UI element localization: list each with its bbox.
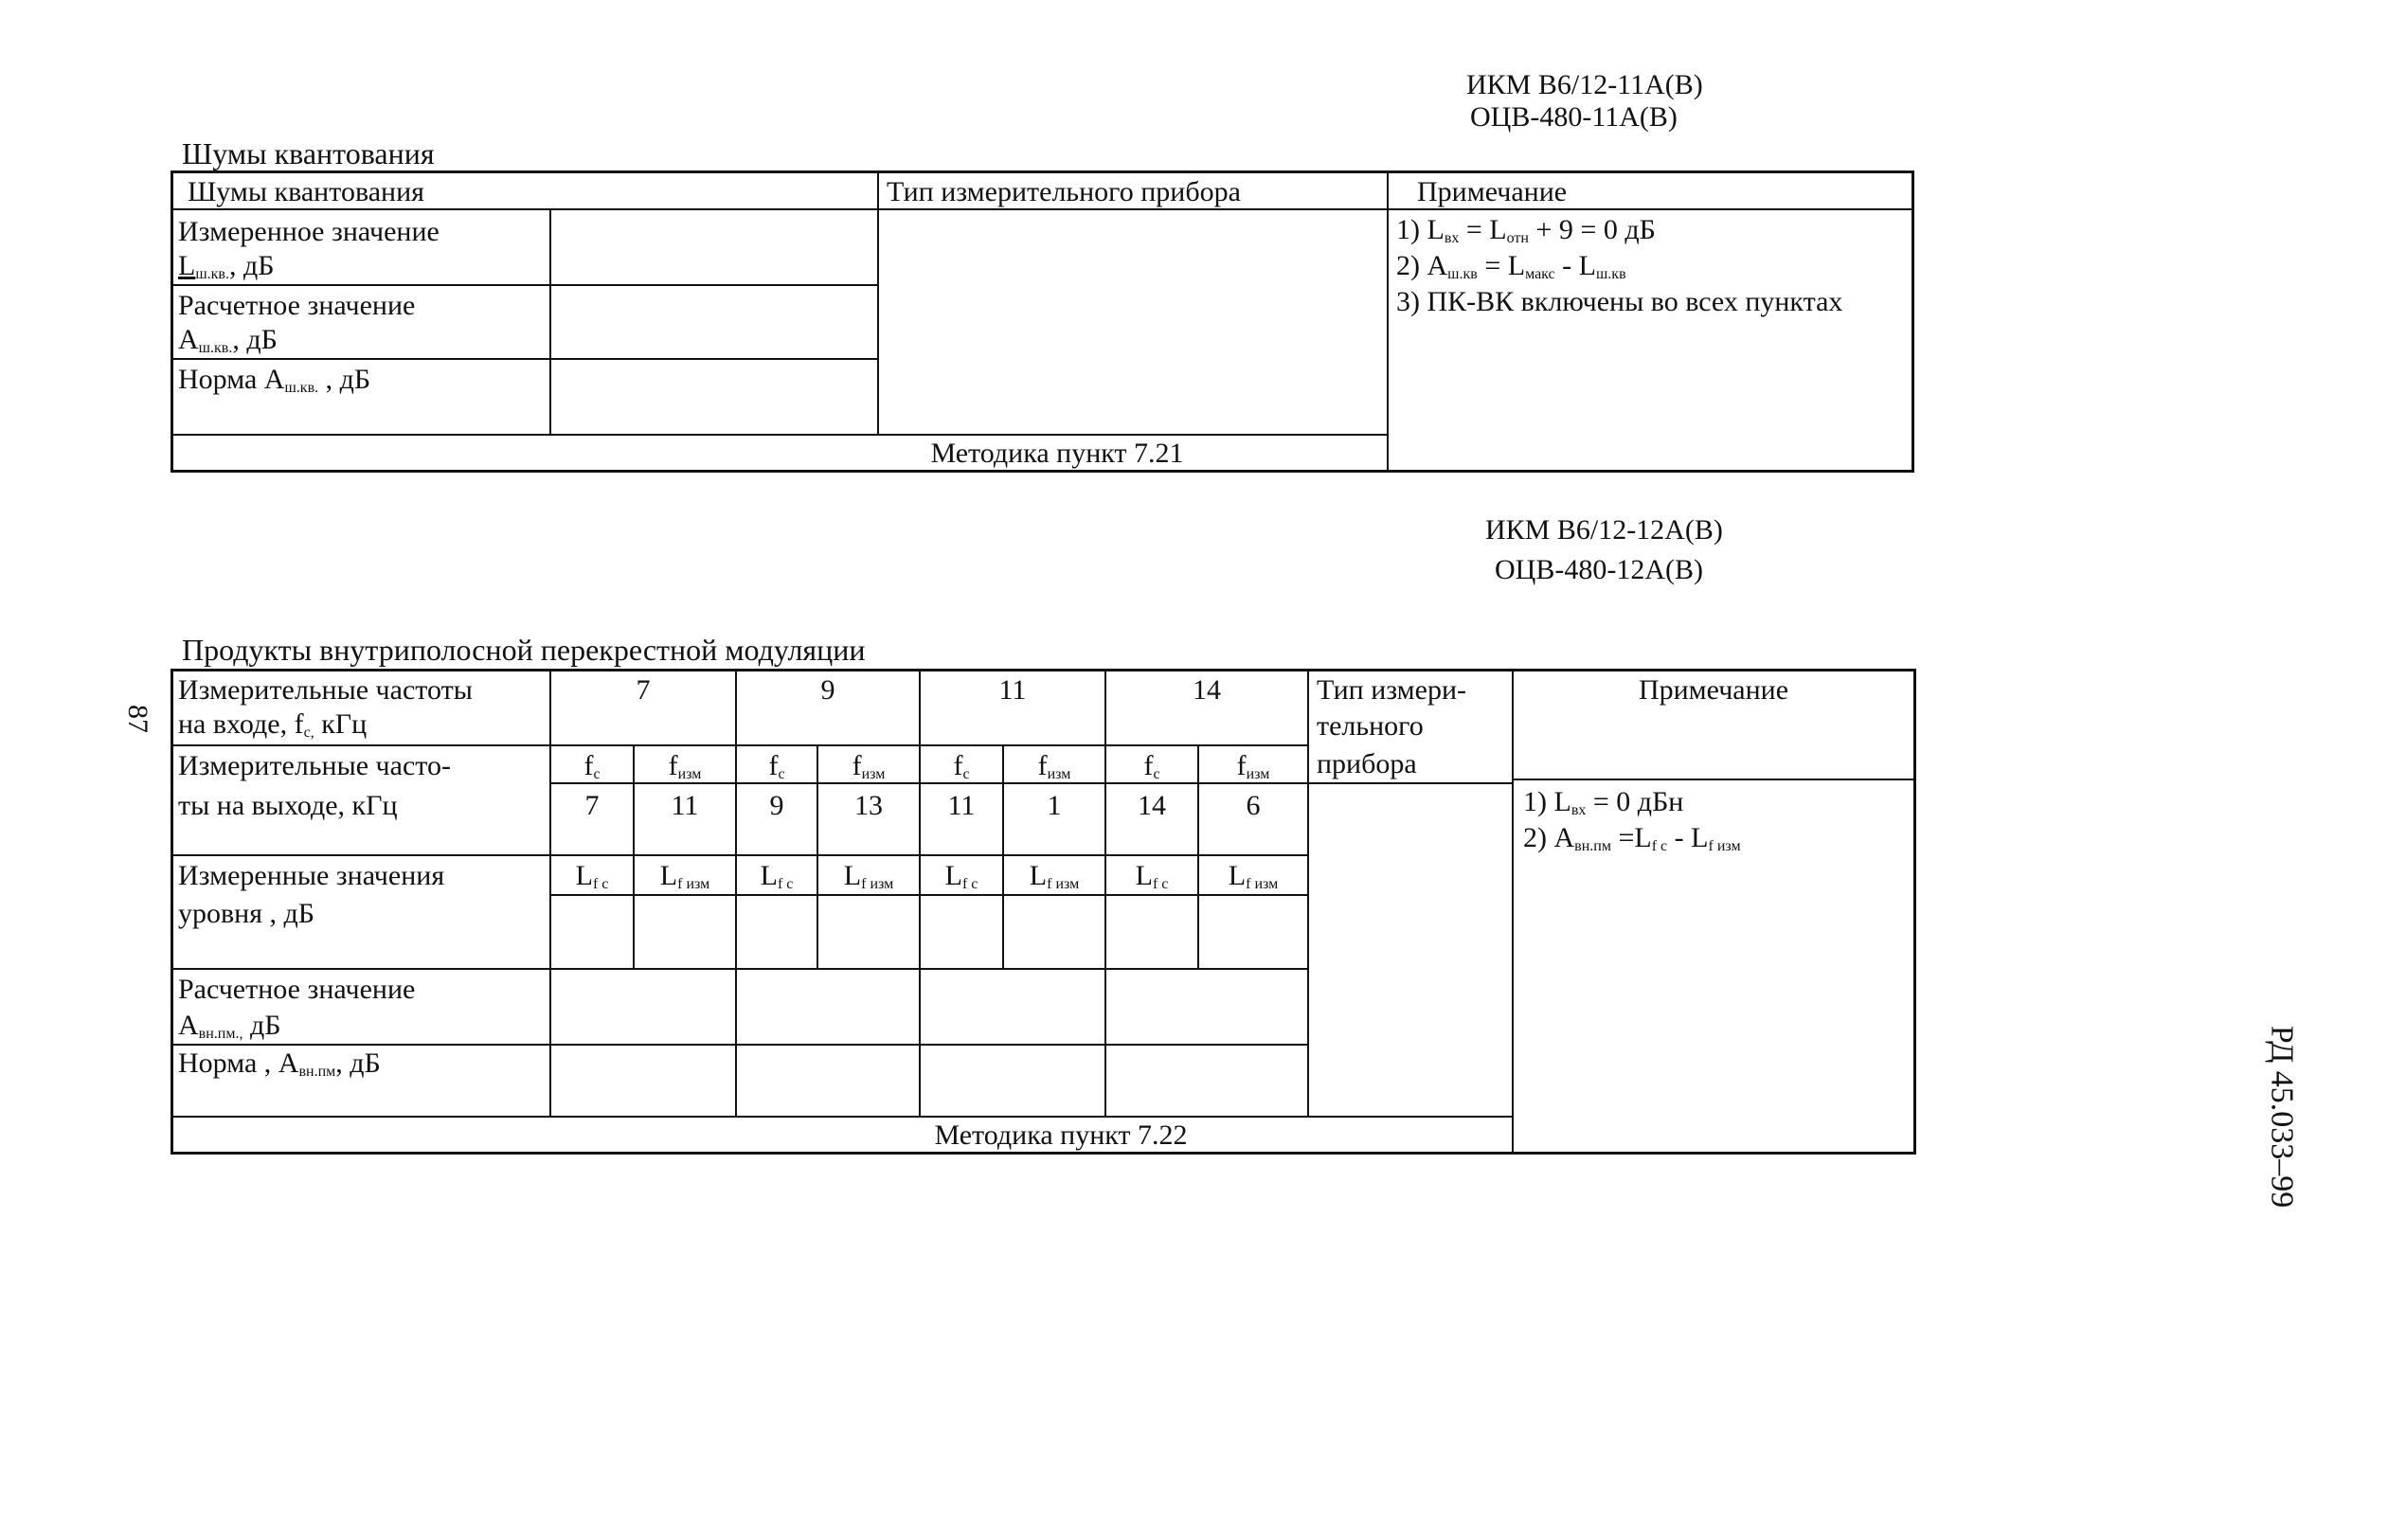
table2-lfc-2: $L_{f c}$ — [760, 860, 794, 892]
table2-meas-label-2: уровня , дБ — [178, 898, 315, 929]
table2-out-value: 6 — [1246, 790, 1261, 821]
table2-output-label-2: ты на выходе, кГц — [178, 790, 398, 821]
table2-fizm-4: $f_{изм}$ — [1236, 750, 1270, 782]
table2-type-head-3: прибора — [1317, 748, 1417, 779]
table2-input-label-2: на входе, $f_{c,}$ кГц — [178, 708, 368, 741]
table1-row3-label: Норма $А_{ш.кв.}$ , дБ — [178, 364, 371, 396]
table2-out-value: 7 — [584, 790, 600, 821]
table1-row1-label: Измеренное значение — [178, 216, 440, 247]
table2-fc-4: $f_c$ — [1143, 750, 1160, 782]
table2-fc-1: $f_c$ — [583, 750, 601, 782]
doc-code: РД 45.033–99 — [2264, 1025, 2300, 1209]
table1-caption: Шумы квантования — [182, 136, 435, 170]
table2-norm-label: Норма , $А_{вн.пм}$, дБ — [178, 1048, 381, 1080]
table2-fc-2: $f_c$ — [768, 750, 785, 782]
table2-input-label-1: Измерительные частоты — [178, 674, 473, 706]
table2-freq-9: 9 — [820, 674, 835, 706]
table2-output-label-1: Измерительные часто- — [178, 750, 451, 781]
header1-line2: ОЦВ-480-11А(В) — [1470, 101, 1678, 133]
table1-note-3: 3) ПК-ВК включены во всех пунктах — [1396, 286, 1843, 317]
table2-calc-label-1: Расчетное значение — [178, 974, 416, 1005]
table1-head-note: Примечание — [1417, 176, 1568, 207]
page-number: 87 — [122, 705, 153, 733]
table2-out-value: 11 — [671, 790, 699, 821]
table2-lfc-3: $L_{f c}$ — [944, 860, 978, 892]
table2-calc-label-2: $А_{вн.пм.,}$ дБ — [178, 1010, 281, 1042]
table1-head-noise: Шумы квантования — [188, 176, 424, 207]
table2-caption: Продукты внутриполосной перекрестной модуляции — [182, 633, 866, 667]
header1-line1: ИКМ В6/12-11А(В) — [1466, 69, 1703, 100]
table2-out-value: 14 — [1138, 790, 1166, 821]
table2-lfizm-1: $L_{f изм}$ — [659, 860, 710, 892]
table1-note-1: 1) $L_{вх} = L_{отн} + 9 = 0$ дБ — [1396, 214, 1656, 246]
table2-footer: Методика пункт 7.22 — [934, 1119, 1188, 1151]
table2-freq-11: 11 — [998, 674, 1027, 706]
table2-out-value: 1 — [1047, 790, 1062, 821]
table2-freq-14: 14 — [1193, 674, 1221, 706]
table2-fizm-2: $f_{изм}$ — [852, 750, 886, 782]
table2-lfizm-4: $L_{f изм}$ — [1228, 860, 1279, 892]
table2-fizm-3: $f_{изм}$ — [1037, 750, 1071, 782]
table1-head-instrument: Тип измерительного прибора — [887, 176, 1241, 207]
header2-line2: ОЦВ-480-12А(В) — [1495, 554, 1703, 585]
table2-meas-label-1: Измеренные значения — [178, 860, 445, 891]
header2-line1: ИКМ В6/12-12А(В) — [1485, 514, 1723, 546]
table2-note-head: Примечание — [1638, 674, 1789, 706]
table1-row2-symbol: $А_{ш.кв.}$, дБ — [178, 324, 278, 356]
table2-fizm-1: $f_{изм}$ — [668, 750, 702, 782]
table2-fc-3: $f_c$ — [953, 750, 970, 782]
table1-footer: Методика пункт 7.21 — [930, 438, 1184, 469]
table2-lfizm-2: $L_{f изм}$ — [843, 860, 894, 892]
table2-out-value: 11 — [947, 790, 976, 821]
table2-lfizm-3: $L_{f изм}$ — [1029, 860, 1080, 892]
table1-row2-label: Расчетное значение — [178, 290, 416, 321]
table2-note-1: 1) $L_{вх} = 0$ дБн — [1523, 786, 1684, 818]
table2-out-value: 13 — [854, 790, 883, 821]
table2-freq-7: 7 — [636, 674, 651, 706]
table2-lfc-4: $L_{f c}$ — [1135, 860, 1169, 892]
table2-type-head-2: тельного — [1317, 710, 1424, 742]
table2-out-value: 9 — [769, 790, 784, 821]
table1-row1-symbol: $L_{ш.кв.}$, дБ — [178, 250, 275, 282]
table1-note-2: 2) $А_{ш.кв} = L_{макс} - L_{ш.кв}$ — [1396, 250, 1626, 282]
table2-type-head-1: Тип измери- — [1317, 674, 1467, 706]
table2-lfc-1: $L_{f c}$ — [575, 860, 609, 892]
table2-note-2: 2) $А_{вн.пм} =L_{f c} - L_{f изм}$ — [1523, 822, 1741, 854]
